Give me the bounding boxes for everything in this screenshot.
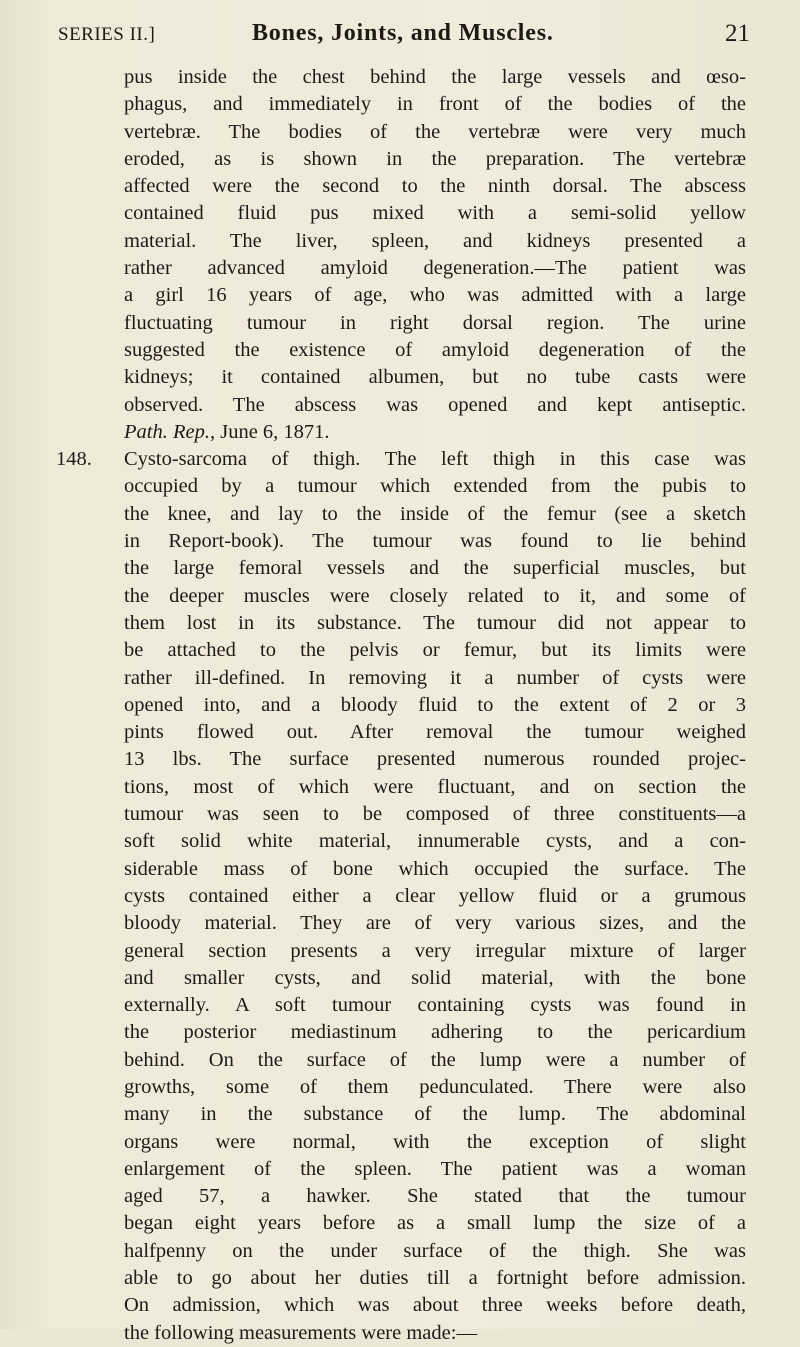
text-line: pints flowed out. After removal the tumour weighed [124, 721, 746, 744]
text-line: affected were the second to the ninth dorsal. The abscess [124, 175, 746, 198]
text-line: rather ill-defined. In removing it a number of cysts were [124, 666, 746, 689]
text-line: the posterior mediastinum adhering to the pericardium [124, 1021, 746, 1044]
text-line: the deeper muscles were closely related to it, and some of [124, 584, 746, 607]
citation-date: , June 6, 1871. [209, 420, 330, 443]
running-title: Bones, Joints, and Muscles. [252, 20, 554, 46]
running-header [58, 20, 750, 54]
text-line: tions, most of which were fluctuant, and on section the [124, 775, 746, 798]
text-line: material. The liver, spleen, and kidneys presented a [124, 229, 746, 252]
text-line: pus inside the chest behind the large vessels and œso- [124, 66, 746, 88]
text-line: On admission, which was about three weeks before death, [124, 1294, 746, 1317]
text-line: eroded, as is shown in the preparation. The vertebræ [124, 147, 746, 170]
text-line: cysts contained either a clear yellow fluid or a grumous [124, 884, 746, 907]
citation-line [56, 419, 746, 446]
citation-journal: Path. Rep. [124, 420, 210, 443]
text-line: rather advanced amyloid degeneration.—The patient was [124, 257, 746, 280]
text-line: occupied by a tumour which extended from the pubis to [124, 475, 746, 498]
text-line: observed. The abscess was opened and kept antiseptic. [124, 393, 746, 416]
text-line: 13 lbs. The surface presented numerous rounded projec- [124, 748, 746, 771]
text-line: kidneys; it contained albumen, but no tube casts were [124, 366, 746, 389]
text-line: began eight years before as a small lump the size of a [124, 1212, 746, 1235]
text-line: siderable mass of bone which occupied the surface. The [124, 857, 746, 880]
text-line: phagus, and immediately in front of the bodies of the [124, 93, 746, 116]
text-line: them lost in its substance. The tumour did not appear to [124, 611, 746, 634]
text-line: organs were normal, with the exception of slight [124, 1130, 746, 1153]
text-line: the knee, and lay to the inside of the femur (see a sketch [124, 502, 746, 525]
entry-number: 148. [56, 448, 92, 471]
text-line: the large femoral vessels and the superficial muscles, but [124, 557, 746, 580]
text-line: externally. A soft tumour containing cysts was found in [124, 994, 746, 1017]
text-line: able to go about her duties till a fortnight before admission. [124, 1267, 746, 1290]
page-number: 21 [725, 20, 750, 47]
body-text [56, 64, 746, 1347]
text-line: halfpenny on the under surface of the thigh. She was [124, 1239, 746, 1262]
text-line: many in the substance of the lump. The abdominal [124, 1103, 746, 1126]
text-line: aged 57, a hawker. She stated that the tumour [124, 1185, 746, 1208]
text-line: vertebræ. The bodies of the vertebræ were very much [124, 120, 746, 143]
text-line: suggested the existence of amyloid degeneration of the [124, 338, 746, 361]
text-line: the following measurements were made:— [124, 1321, 477, 1344]
text-line: enlargement of the spleen. The patient was a woman [124, 1157, 746, 1180]
text-line: behind. On the surface of the lump were a number of [124, 1048, 746, 1071]
text-line: be attached to the pelvis or femur, but its limits were [124, 639, 746, 662]
entry-148 [56, 446, 746, 1347]
series-label: SERIES II.] [58, 24, 156, 45]
text-line: Cysto-sarcoma of thigh. The left thigh in this case was [124, 448, 746, 471]
text-line: fluctuating tumour in right dorsal region. The urine [124, 311, 746, 334]
text-line: a girl 16 years of age, who was admitted with a large [124, 284, 746, 307]
text-line: opened into, and a bloody fluid to the extent of 2 or 3 [124, 693, 746, 716]
text-line: in Report-book). The tumour was found to lie behind [124, 530, 746, 553]
text-line: tumour was seen to be composed of three constituents—a [124, 803, 746, 826]
text-line: bloody material. They are of very various sizes, and the [124, 912, 746, 935]
text-line: soft solid white material, innumerable cysts, and a con- [124, 830, 746, 853]
text-line: growths, some of them pedunculated. There were also [124, 1075, 746, 1098]
entry-147-continuation [56, 64, 746, 446]
text-line: and smaller cysts, and solid material, with the bone [124, 966, 746, 989]
text-line: contained fluid pus mixed with a semi-solid yellow [124, 202, 746, 225]
text-line: general section presents a very irregular mixture of larger [124, 939, 746, 962]
